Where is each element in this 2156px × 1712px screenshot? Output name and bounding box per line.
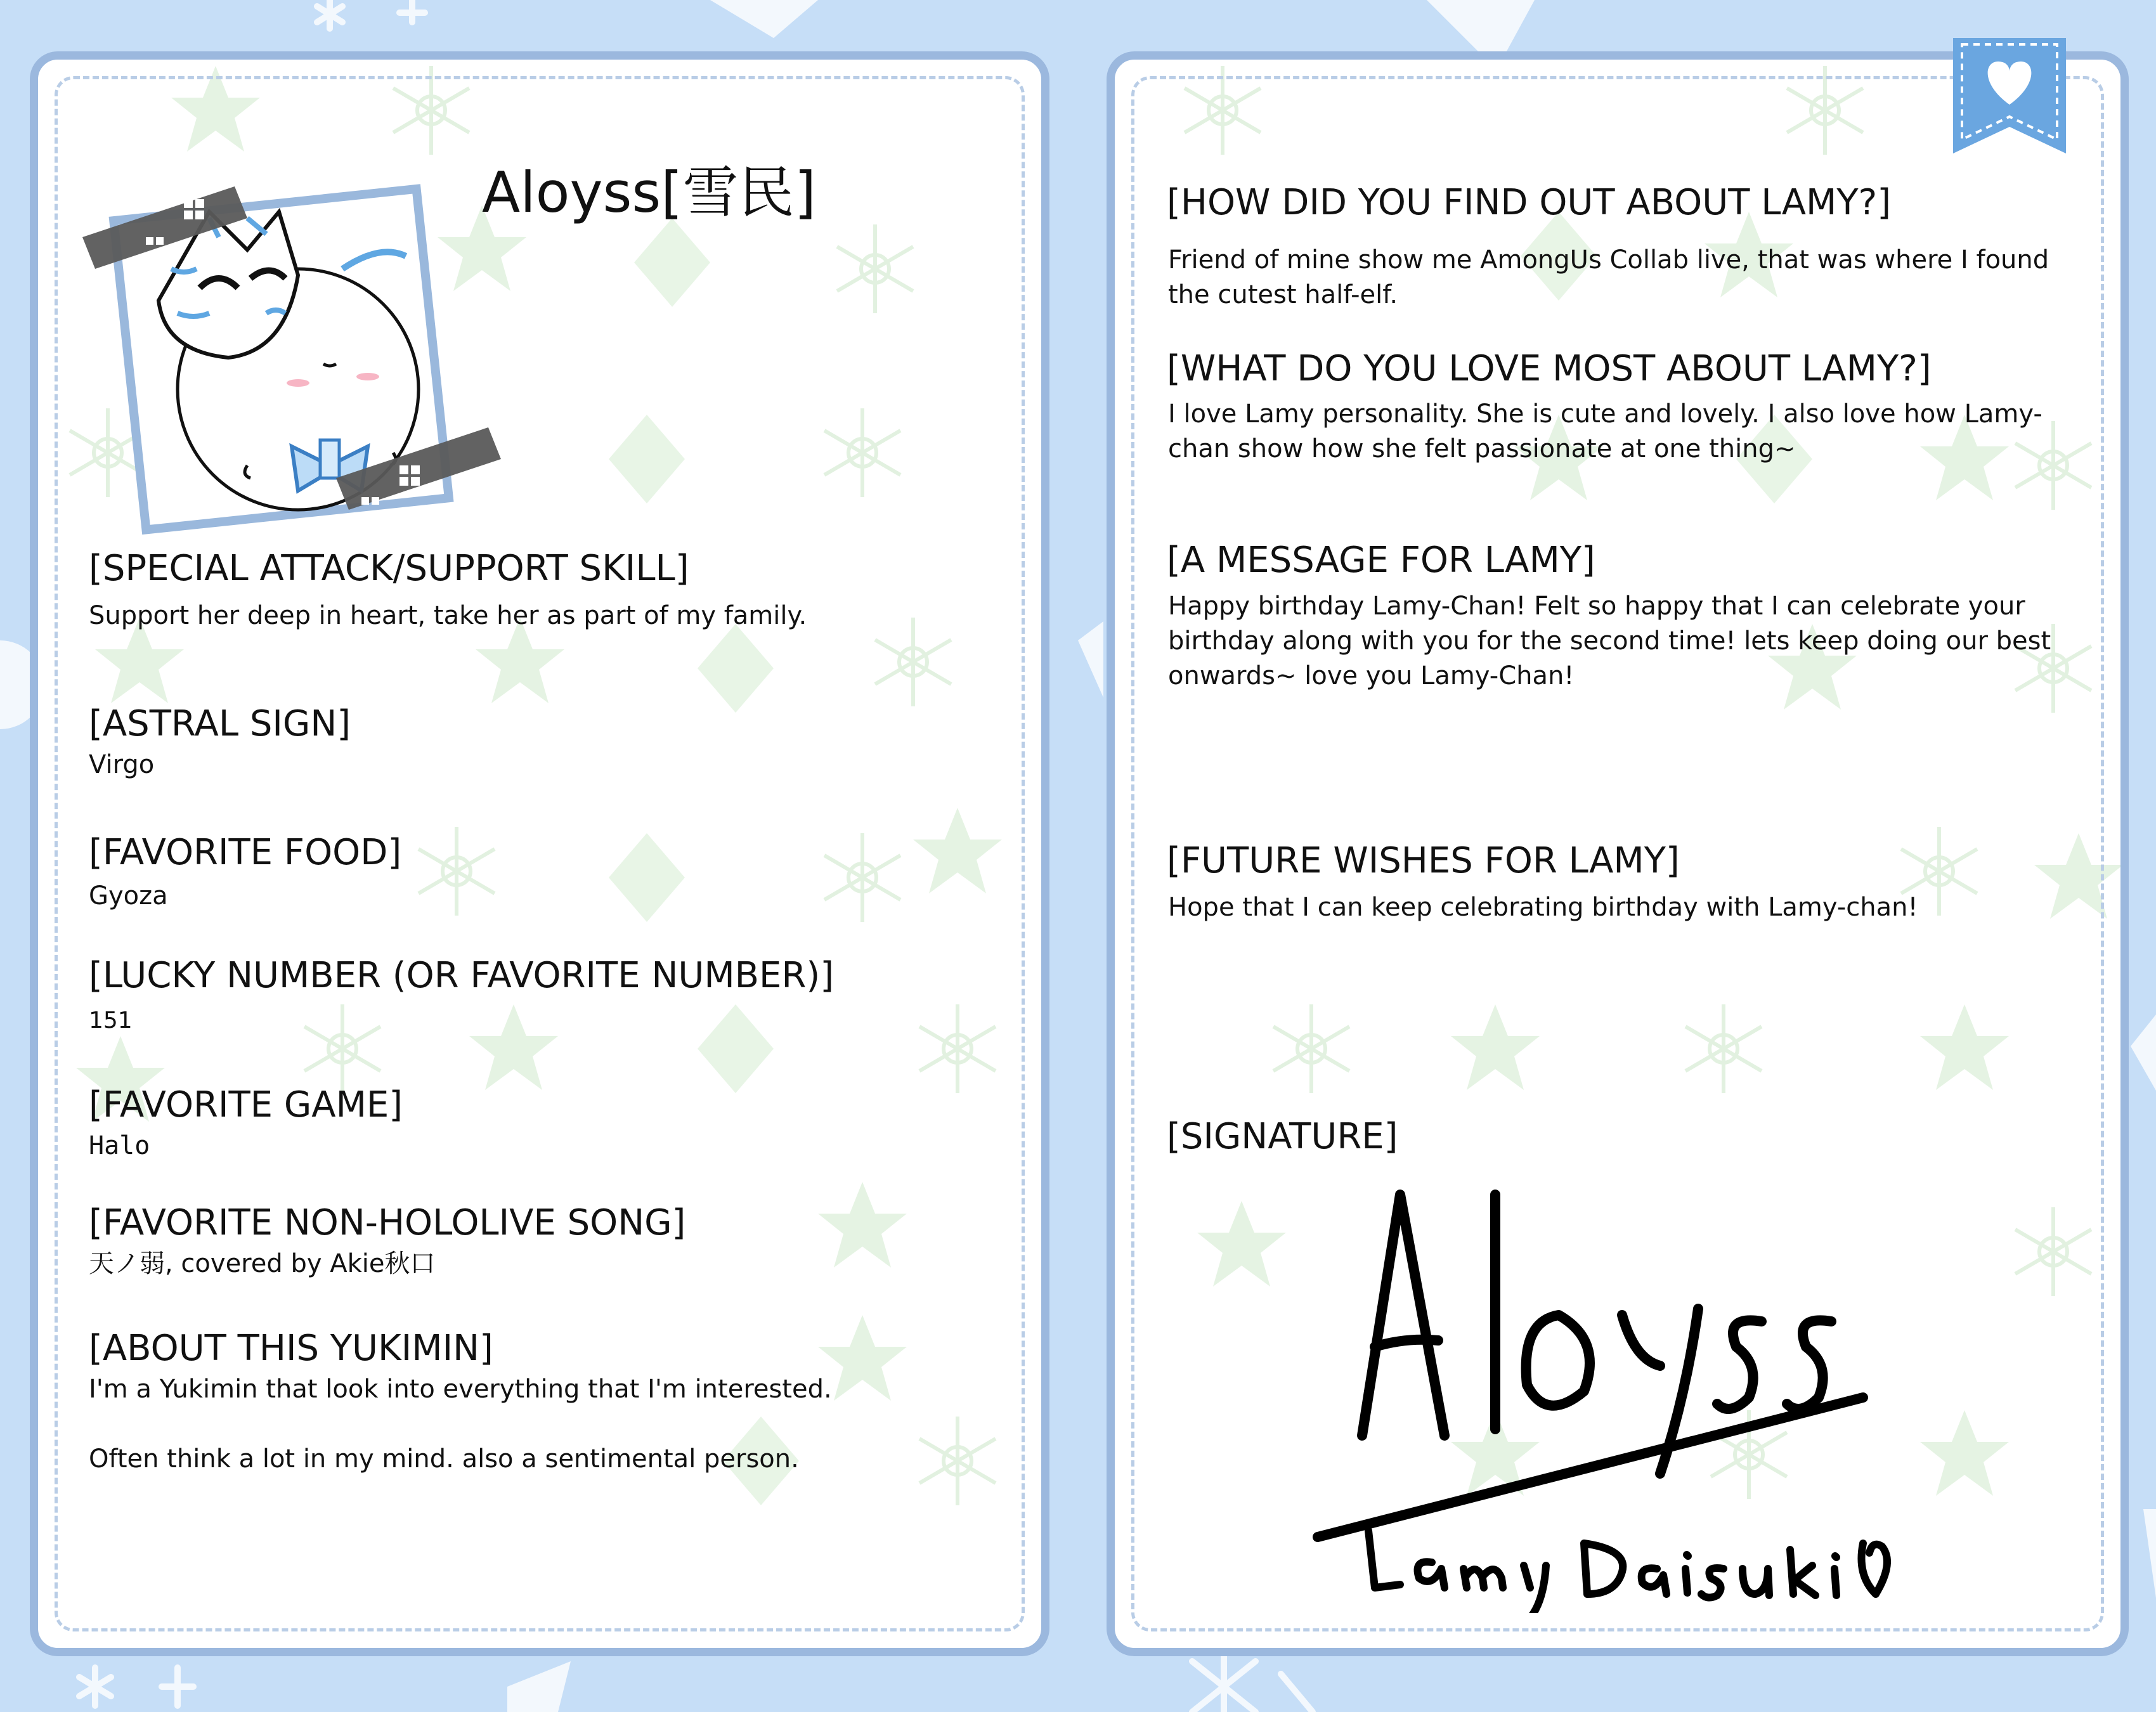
profile-card [30,51,1049,1656]
love-most-heading: [WHAT DO YOU LOVE MOST ABOUT LAMY?] [1167,348,1932,389]
future-wishes-heading: [FUTURE WISHES FOR LAMY] [1167,840,1680,881]
message-card [1107,51,2129,1656]
favorite-game-value: Halo [89,1131,150,1160]
handwritten-signature [1305,1157,1914,1613]
signature-heading: [SIGNATURE] [1167,1116,1398,1157]
about-heading: [ABOUT THIS YUKIMIN] [89,1328,493,1369]
message-value: Happy birthday Lamy-Chan! Felt so happy that I can celebrate your birthday along with you for the second time! lets keep doing our best onwards~ love you Lamy-Chan! [1168,592,2051,691]
about-line-2: Often think a lot in my mind. also a sentimental person. [89,1444,799,1474]
love-most-value: I love Lamy personality. She is cute and lovely. I also love how Lamy-chan show how she felt passionate at one thing~ [1168,399,2042,464]
favorite-song-value: 天ノ弱, covered by Akie秋口 [89,1249,436,1278]
heart-bookmark-icon [1953,38,2066,153]
profile-avatar [57,123,514,554]
favorite-song-heading: [FAVORITE NON-HOLOLIVE SONG] [89,1202,686,1243]
find-out-heading: [HOW DID YOU FIND OUT ABOUT LAMY?] [1167,182,1892,223]
message-heading: [A MESSAGE FOR LAMY] [1167,540,1595,581]
favorite-food-value: Gyoza [89,881,168,911]
find-out-value: Friend of mine show me AmongUs Collab live, that was where I found the cutest half-elf. [1168,245,2049,309]
favorite-game-heading: [FAVORITE GAME] [89,1084,403,1125]
astral-sign-value: Virgo [89,750,155,779]
profile-name: Aloyss[雪民] [482,160,816,225]
lucky-number-value: 151 [89,1008,133,1034]
favorite-food-heading: [FAVORITE FOOD] [89,832,402,873]
future-wishes-value: Hope that I can keep celebrating birthday with Lamy-chan! [1168,893,1918,922]
astral-sign-heading: [ASTRAL SIGN] [89,703,351,744]
special-attack-value: Support her deep in heart, take her as part of my family. [89,601,807,630]
special-attack-heading: [SPECIAL ATTACK/SUPPORT SKILL] [89,548,689,589]
lucky-number-heading: [LUCKY NUMBER (OR FAVORITE NUMBER)] [89,955,834,996]
about-line-1: I'm a Yukimin that look into everything that I'm interested. [89,1375,832,1404]
